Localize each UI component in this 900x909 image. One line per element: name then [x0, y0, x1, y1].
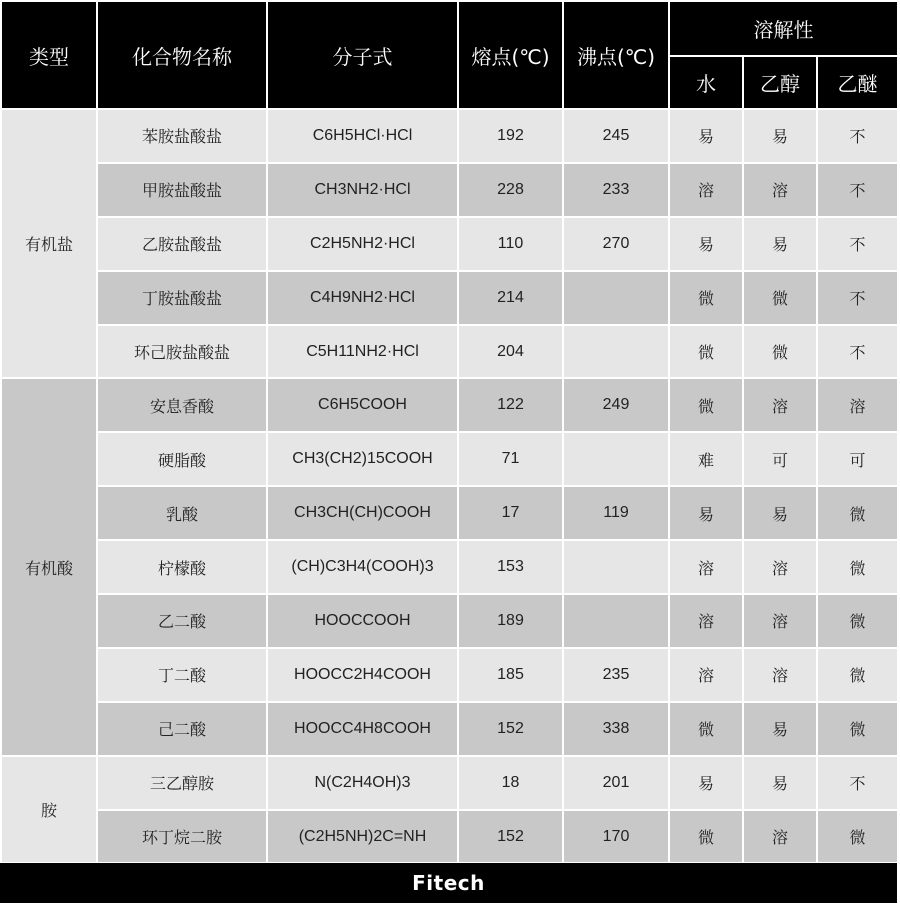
compound-name-cell: 苯胺盐酸盐	[97, 109, 267, 163]
boiling-point-cell: 249	[563, 378, 669, 432]
ether-solubility-cell: 微	[817, 486, 898, 540]
ethanol-solubility-cell: 易	[743, 486, 817, 540]
compound-name-cell: 乙二酸	[97, 594, 267, 648]
footer-brand: Fitech	[0, 863, 897, 903]
boiling-point-cell	[563, 271, 669, 325]
table-row	[1, 217, 898, 271]
ethanol-solubility-cell: 溶	[743, 594, 817, 648]
water-solubility-cell: 易	[669, 486, 743, 540]
melting-point-cell: 189	[458, 594, 563, 648]
water-solubility-cell: 溶	[669, 648, 743, 702]
table-row	[1, 540, 898, 594]
water-solubility-cell: 微	[669, 810, 743, 864]
compound-name-cell: 乳酸	[97, 486, 267, 540]
ether-solubility-cell: 不	[817, 109, 898, 163]
formula-cell: HOOCCOOH	[267, 594, 458, 648]
ether-solubility-cell: 不	[817, 271, 898, 325]
table-header	[1, 1, 898, 109]
boiling-point-cell: 235	[563, 648, 669, 702]
header-name: 化合物名称	[97, 1, 267, 109]
formula-cell: C6H5COOH	[267, 378, 458, 432]
water-solubility-cell: 溶	[669, 163, 743, 217]
water-solubility-cell: 易	[669, 756, 743, 810]
table-row	[1, 378, 898, 432]
boiling-point-cell: 245	[563, 109, 669, 163]
compound-name-cell: 硬脂酸	[97, 432, 267, 486]
water-solubility-cell: 微	[669, 271, 743, 325]
boiling-point-cell: 170	[563, 810, 669, 864]
water-solubility-cell: 溶	[669, 594, 743, 648]
ethanol-solubility-cell: 可	[743, 432, 817, 486]
table-row	[1, 109, 898, 163]
boiling-point-cell: 270	[563, 217, 669, 271]
compound-name-cell: 丁胺盐酸盐	[97, 271, 267, 325]
formula-cell: C6H5HCl·HCl	[267, 109, 458, 163]
table-row	[1, 486, 898, 540]
ethanol-solubility-cell: 溶	[743, 648, 817, 702]
compound-name-cell: 己二酸	[97, 702, 267, 756]
ether-solubility-cell: 不	[817, 163, 898, 217]
compound-name-cell: 丁二酸	[97, 648, 267, 702]
formula-cell: CH3CH(CH)COOH	[267, 486, 458, 540]
melting-point-cell: 110	[458, 217, 563, 271]
ether-solubility-cell: 微	[817, 594, 898, 648]
header-boiling-point: 沸点(℃)	[563, 1, 669, 109]
melting-point-cell: 18	[458, 756, 563, 810]
melting-point-cell: 192	[458, 109, 563, 163]
melting-point-cell: 153	[458, 540, 563, 594]
melting-point-cell: 204	[458, 325, 563, 379]
ethanol-solubility-cell: 易	[743, 702, 817, 756]
compound-name-cell: 安息香酸	[97, 378, 267, 432]
table-row	[1, 648, 898, 702]
melting-point-cell: 228	[458, 163, 563, 217]
ethanol-solubility-cell: 溶	[743, 810, 817, 864]
ethanol-solubility-cell: 微	[743, 325, 817, 379]
header-water: 水	[669, 56, 743, 109]
ethanol-solubility-cell: 微	[743, 271, 817, 325]
melting-point-cell: 152	[458, 810, 563, 864]
header-solubility: 溶解性	[669, 1, 898, 56]
formula-cell: C5H11NH2·HCl	[267, 325, 458, 379]
compound-name-cell: 乙胺盐酸盐	[97, 217, 267, 271]
header-ethanol: 乙醇	[743, 56, 817, 109]
table-row	[1, 756, 898, 810]
ether-solubility-cell: 微	[817, 648, 898, 702]
table-row	[1, 594, 898, 648]
header-melting-point: 熔点(℃)	[458, 1, 563, 109]
formula-cell: C4H9NH2·HCl	[267, 271, 458, 325]
water-solubility-cell: 易	[669, 109, 743, 163]
table-row	[1, 325, 898, 379]
ether-solubility-cell: 微	[817, 540, 898, 594]
boiling-point-cell: 338	[563, 702, 669, 756]
formula-cell: C2H5NH2·HCl	[267, 217, 458, 271]
compound-name-cell: 三乙醇胺	[97, 756, 267, 810]
table-body	[1, 109, 898, 863]
ether-solubility-cell: 微	[817, 810, 898, 864]
ethanol-solubility-cell: 易	[743, 756, 817, 810]
group-type-cell: 有机酸	[1, 378, 97, 755]
melting-point-cell: 185	[458, 648, 563, 702]
compound-name-cell: 环丁烷二胺	[97, 810, 267, 864]
formula-cell: HOOCC2H4COOH	[267, 648, 458, 702]
ethanol-solubility-cell: 易	[743, 217, 817, 271]
formula-cell: CH3(CH2)15COOH	[267, 432, 458, 486]
water-solubility-cell: 微	[669, 702, 743, 756]
group-type-cell: 有机盐	[1, 109, 97, 378]
table-row	[1, 702, 898, 756]
water-solubility-cell: 溶	[669, 540, 743, 594]
melting-point-cell: 152	[458, 702, 563, 756]
water-solubility-cell: 微	[669, 378, 743, 432]
ethanol-solubility-cell: 溶	[743, 163, 817, 217]
group-type-cell: 胺	[1, 756, 97, 864]
boiling-point-cell	[563, 325, 669, 379]
formula-cell: (C2H5NH)2C=NH	[267, 810, 458, 864]
formula-cell: HOOCC4H8COOH	[267, 702, 458, 756]
header-formula: 分子式	[267, 1, 458, 109]
header-ether: 乙醚	[817, 56, 898, 109]
melting-point-cell: 71	[458, 432, 563, 486]
boiling-point-cell	[563, 540, 669, 594]
boiling-point-cell	[563, 432, 669, 486]
compound-name-cell: 甲胺盐酸盐	[97, 163, 267, 217]
boiling-point-cell: 119	[563, 486, 669, 540]
table-row	[1, 810, 898, 864]
water-solubility-cell: 微	[669, 325, 743, 379]
ethanol-solubility-cell: 易	[743, 109, 817, 163]
compound-name-cell: 柠檬酸	[97, 540, 267, 594]
ether-solubility-cell: 微	[817, 702, 898, 756]
melting-point-cell: 214	[458, 271, 563, 325]
melting-point-cell: 17	[458, 486, 563, 540]
ether-solubility-cell: 不	[817, 756, 898, 810]
water-solubility-cell: 易	[669, 217, 743, 271]
header-type: 类型	[1, 1, 97, 109]
table-row	[1, 432, 898, 486]
table-row	[1, 163, 898, 217]
boiling-point-cell	[563, 594, 669, 648]
ethanol-solubility-cell: 溶	[743, 540, 817, 594]
ether-solubility-cell: 可	[817, 432, 898, 486]
melting-point-cell: 122	[458, 378, 563, 432]
formula-cell: (CH)C3H4(COOH)3	[267, 540, 458, 594]
formula-cell: CH3NH2·HCl	[267, 163, 458, 217]
formula-cell: N(C2H4OH)3	[267, 756, 458, 810]
water-solubility-cell: 难	[669, 432, 743, 486]
boiling-point-cell: 201	[563, 756, 669, 810]
compound-name-cell: 环己胺盐酸盐	[97, 325, 267, 379]
ether-solubility-cell: 不	[817, 325, 898, 379]
ethanol-solubility-cell: 溶	[743, 378, 817, 432]
ether-solubility-cell: 不	[817, 217, 898, 271]
boiling-point-cell: 233	[563, 163, 669, 217]
table-row	[1, 271, 898, 325]
ether-solubility-cell: 溶	[817, 378, 898, 432]
